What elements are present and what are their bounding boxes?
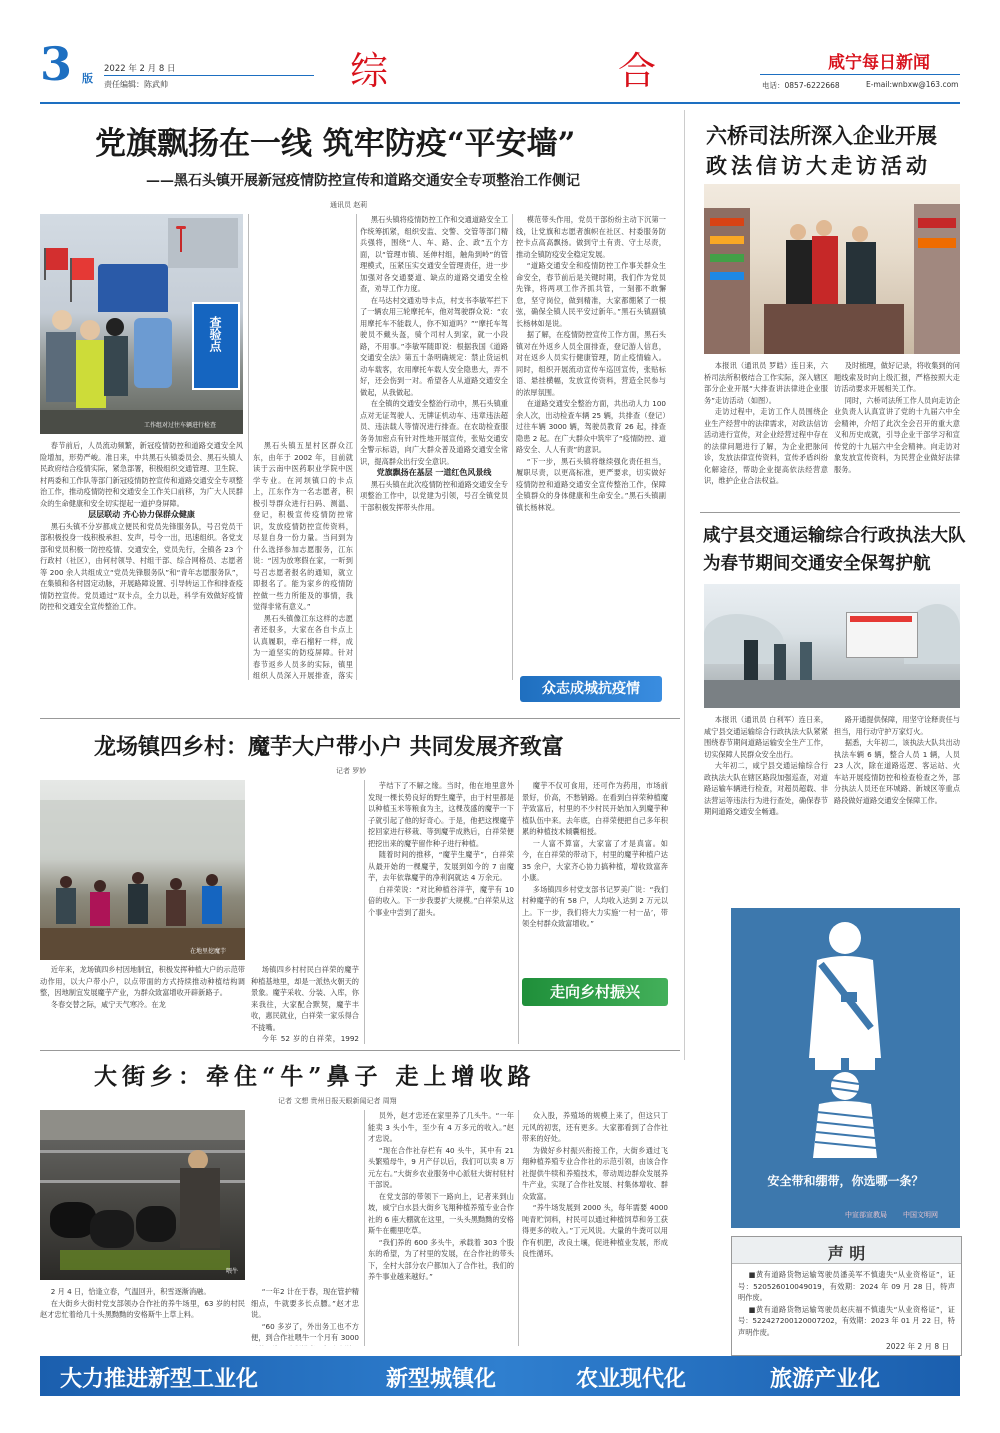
- dajie-col-3: 员外，赵才忠还在家里养了几头牛。“一年能卖 3 头小牛，至少有 4 万多元的收入。”赵才忠说。 “现在合作社存栏有 40 头牛，其中有 21 头繁殖母牛，9 月产仔以后，我们可以卖 8 万元左右。”大街乡农业服务中心派驻大街村驻村干部说。 在党支部的带领下一路向上，记者来到山坡，威宁白水县大街乡飞翔种植养殖专业合作社的 6 座大棚就在这里，一头头黑黝黝的安格斯牛在棚里吃草。 “我们养的 600 多头牛，承载着 303 个股东的希望，为了村里的发展，在合作社的带头下，全村大部分农户都加入了合作社，我们的养牛事业越来越好。”: [368, 1111, 514, 1281]
- main-col-2: 黑石头镇五星村区群众江东，由年于 2002 年，目前就读于云南中医药职业学院中医学专业。在河坝镇口的卡点上，江东作为一名志愿者，积极引导群众进行扫码、测温、登记，积极宣传疫情防控常识，发放疫情防控宣传资料，尽显自身一份力量。当问到为什么选择参加志愿服务，江东说：“因为放寒假在家，一听到号召志愿者报名的通知，就立即报名了。能为家乡的疫情防控做一些力所能及的事情，我觉得非常有意义。” 黑石头镇像江东这样的志愿者还很多，大家在各自卡点上认真履职，牵石榴籽一样，成为一道坚实的防疫屏障。针对春节返乡人员多的实际，镇里组织人员深入开展排查，落实: [253, 441, 353, 680]
- header-date: 2022 年 2 月 8 日: [104, 64, 176, 74]
- main-article-photo: [40, 214, 243, 434]
- liuqiao-col-1: 本报讯（通讯员 罗皓）连日来，六桥司法所积极结合工作实际，深入辖区部分企业开展“大排查讲法律进企业服务”走访活动（如图）。 走访过程中，走访工作人员围绕企业生产经营中的法律需求，对政法信访活动进行宣传，对企业经营过程中存在的法律问题进行了解，为企业把脉问诊，发放法律宣传资料，宣传矛盾纠纷化解途径，帮助企业提高依法经营意识，维护企业合法权益。: [704, 361, 828, 485]
- section-char-2: 合: [618, 49, 657, 93]
- main-col-1: 春节前后，人员流动频繁，新冠疫情防控和道路交通安全风险增加，形势严峻。准日来，中共黑石头镇委员会、黑石头镇人民政府结合疫情实际，紧急部署，积极组织交通管理、卫生院、村两委和工作队等部门新冠疫情防控宣传和道路交通安全专项整治工作，推动疫情防控和交通安全工作关口前移，为广大人民群众的生命健康和安全切实提起一道护身屏障。 层层联动 齐心协力保群众健康 黑石头镇不分岁都成立便民和党员先锋服务队，号召党员干部积极投身一线积极承担、发声，号令一出，迅速组织。各党支部和党员积极一防控疫情、交通安全，党员先行，全镇各 23 个行政村（社区），由何村领导、村组干部、综合网格员、志愿者等 200 余人共组成立“党员先锋服务队”和“青年志愿服务队”，在集镇和各村固定动脉，开展路障设置、引导转运工作和排查疫情防控宣传。党员通过“双卡点，全力以赴，科学有效做好疫情防控和交通安全宣传整治工作。: [40, 441, 243, 611]
- jiaotong-title-1: 咸宁县交通运输综合行政执法大队: [703, 526, 966, 546]
- notice-body: ■黄有道路货物运输驾驶员潘美军不慎遗失“从业资格证”，证号：520526010049019，有效期：2024 年 09 月 28 日，特声明作废。 ■黄有道路货物运输驾驶员赵庆福不慎遗失“从业资格证”，证号：522427200120007202，有效期：2023 年 01 月 22 日，特声明作废。: [738, 1270, 955, 1337]
- longchang-title: 龙场镇四乡村：魔芋大户带小户 共同发展齐致富: [94, 734, 564, 760]
- header-phone: 电话：0857-6222668: [762, 81, 840, 90]
- main-article-byline: 通讯员 赵莉: [330, 201, 368, 209]
- section-char-1: 综: [350, 49, 391, 93]
- slogan-banner: [40, 1356, 960, 1396]
- dajie-photo-caption: 喂牛: [226, 1268, 239, 1275]
- main-col-4: 模范带头作用，党员干部纷纷主动下沉第一线，让党旗和志愿者旗帜在社区、村委服务防控卡点高高飘扬。做到守土有责、守土尽责，推动全镇防疫安全稳定发展。 “道路交通安全和疫情防控工作事关群众生命安全，春节前后是关键时期，我们作为党员先锋，将两项工作齐抓共管，一刻都不敢懈怠，坚守岗位，做到精准，大家都绷紧了一根弦，确保全镇人民平安过新年。”黑石头镇副镇长杨林如是说。 据了解，在疫情防控宣传工作方面，黑石头镇对在外返乡人员全面排查，登记游人信息，对在返乡人员实行健康管理，防止疫情输入。同时，组织开展流动宣传车巡回宣传，张贴标语、悬挂横幅，发放宣传资料，营造全民参与的浓厚氛围。 在道路交通安全整治方面，共出动人力 100 余人次，出动检查车辆 25 辆，共排查（登记）过往车辆 3000 辆，驾驶员教育 26 起，排查隐患 2 起。在广大群众中筑牢了“疫情防控、道路安全、人人有责”的意识。 “下一步，黑石头镇将继续强化责任担当，履职尽责，以更高标准，更严要求，切实做好疫情防控和道路交通安全宣传整治工作，保障全镇群众的身体健康和生命安全。”黑石头镇副镇长杨林说。: [516, 215, 666, 512]
- jiaotong-title-2: 为春节期间交通安全保驾护航: [703, 554, 931, 574]
- slogan-part-3: 农业现代化: [576, 1366, 687, 1392]
- longchang-col-3: 芋结下了不解之缘。当时，他在地里意外发现一棵长势良好的野生魔芋，由于村里都是以种植玉米等粮食为主，这棵茂盛的魔芋一下子就引起了他的好奇心。于是，他把这棵魔芋挖回家进行移栽、等到魔芋成熟后，白祥荣便把挖出来的魔芋留作种子进行种植。 随着时间的推移，“魔芋生魔芋”，白祥荣从最开始的一棵魔芋，发展到如今的 7 亩魔芋，去年依靠魔芋的净利润就达 4 万余元。 白祥荣说：“对比种植谷洋芋，魔芋有 10 倍的收入。下一步我要扩大规模。”白祥荣从这个事业中尝到了甜头。: [368, 781, 514, 917]
- main-photo-caption: 工作组对过往车辆进行检查: [144, 422, 217, 429]
- liuqiao-photo: [704, 184, 960, 354]
- ad-org-2: 中国文明网: [903, 1211, 938, 1219]
- notice-date: 2022 年 2 月 8 日: [886, 1342, 950, 1351]
- ad-slogan: 安全带和绷带，你选哪一条？: [767, 1174, 924, 1188]
- dajie-col-4: 众入股，养殖场的规模上来了，但这只丁元风的初衷，还有更多。大家都看到了合作社带来的好处。 为做好乡村振兴衔接工作，大街乡通过飞翔种植养殖专业合作社的示范引领，由该合作社提供牛犊和养殖技术，带动周边群众发展养牛产业，实现了合作社发展、村集体增收、群众致富。 “养牛场发展到 2000 头，每年需要 4000 吨青贮饲料，村民可以通过种植饲草和务工获得更多的收入。”丁元风说。大量的牛粪可以用作有机肥，改良土壤，促进种植业发展，形成良性循环。: [522, 1111, 668, 1258]
- dajie-col-2: “一年2 计在于春，现在管护精细点，牛就要多长点膘。”赵才忠说。 “60 多岁了，外出务工也不方便，到合作社喂牛一个月有 3000: [251, 1287, 359, 1342]
- slogan-part-1: 大力推进新型工业化: [60, 1366, 259, 1392]
- page-number: 3: [40, 37, 73, 91]
- header-email: E-mail:wnbxw@163.com: [866, 80, 959, 89]
- longchang-byline: 记者 罗妙: [336, 767, 367, 775]
- main-banner: 众志成城抗疫情: [520, 676, 662, 702]
- main-article-title: 党旗飘扬在一线 筑牢防疫“平安墙”: [95, 126, 576, 162]
- jiaotong-photo: [704, 584, 960, 708]
- main-article-subtitle: ——黑石头镇开展新冠疫情防控宣传和道路交通安全专项整治工作侧记: [146, 173, 580, 189]
- jiaotong-col-2: 路开通提供保障，用坚守诠释责任与担当，用行动守护万家灯火。 据悉，大年初二，该执法大队共出动执法车辆 6 辆，整合人员 1 辆，人员 23 人次，除在道路巡逻、客运站、火车站开展疫情防控和检查检查之外，部分执法人员还在环城路、新城区等重点路段做好道路交通安全保障工作。: [834, 715, 960, 805]
- main-col-3: 黑石头镇将疫情防控工作和交通道路安全工作统筹抓紧，组织安监、交警、交管等部门精兵强将，围绕“人、车、路、企、政”五个方面，以“管理市镇、延伸村组，触角到岭”的管理模式，压紧压实交通安全管理责任，进一步加强对各交通要道、缺点的道路交通安全检查，劝导工作力度。 在马达村交通劝导卡点，村支书李敏军拦下了一辆农用三轮摩托车，他对驾驶群众说：“农用摩托车不能载人，你不知道吗？”“摩托车驾驶员不戴头盔，骑个司村人到家，就一小段路，不用事。”李敏军随即说：根据我国《道路交通安全法》第五十条明确规定：禁止货运机动车载客，农用摩托车载人安全隐患大，弄不好，还会伤到一对。希望各人从道路交通安全做起，从我做起。 在全镇的交通安全整治行动中，黑石头镇重点对无证驾驶人、无牌证机动车、违章违法超员、违法载人等情况进行排查。在农助检查服务务加密点有针对性地开展宣传，张贴交通安全警示标语，向广大群众普及道路交通安全常识，提高群众出行安全意识。 党旗飘扬在基层 一道红色风景线 黑石头镇在此次疫情防控和道路交通安全专项整治工作中，以党建为引领，号召全镇党员干部积极发挥带头作用。: [360, 215, 508, 512]
- checkpoint-sign: 查验点: [192, 302, 240, 390]
- paper-name: 咸宁每日新闻: [828, 53, 930, 73]
- liuqiao-col-2: 及时梳理，做好记录，将收集到的问题线索及时向上级汇报，严格按照大走访活动要求开展相关工作。 同时，六桥司法所工作人员向走访企业负责人认真宣讲了党的十九届六中全会精神，介绍了此次全会召开的重大意义和历史成就，引导企业干部学习和宣传党的十九届六中全会精神。向走访对象发放宣传资料，为民营企业做好法律服务。: [834, 361, 960, 474]
- longchang-col-2: 场镇四乡村村民白祥荣的魔芋种植基地里，却是一派热火朝天的景象。魔芋采收、分装、入库，你来我往，大家配合默契，魔芋丰收，惠民就业，白祥荣一家乐得合不拢嘴。 今年 52 岁的白祥荣，1992: [251, 965, 359, 1043]
- public-service-ad: [731, 908, 960, 1228]
- notice-title: 声 明: [827, 1244, 866, 1263]
- header-editor: 责任编辑：陈武帅: [104, 80, 168, 89]
- ad-org-1: 中宣部宣教局: [845, 1211, 887, 1219]
- notice-box: [731, 1236, 962, 1356]
- liuqiao-title-1: 六桥司法所深入企业开展: [706, 123, 937, 148]
- dajie-photo: [40, 1110, 245, 1280]
- longchang-col-1: 近年来，龙场镇四乡村因地制宜，积极发挥种植大户的示范带动作用，以大户带小户，以点带面的方式持续推动种植结构调整，因地制宜发展魔芋产业，为群众致富增收开辟新路子。 冬春交替之际，咸宁天气寒冷。在龙: [40, 965, 245, 1009]
- longchang-col-4: 魔芋不仅可食用，还可作为药用，市场前景好，价高，不愁销路。在看到白祥荣种植魔芋致富后，村里的不少村民开始加入到魔芋种植队伍中来。去年底，白祥荣便把自己多年积累的种植技术倾囊相授。 一人富不算富，大家富了才是真富。如今，在白祥荣的带动下，村里的魔芋种植户达 35 余户，大家齐心协力搞种植，增收致富奔小康。 多场镇四乡村党支部书记罗美广说：“我们村种魔芋的有 58 户，人均收入达到 2 万元以上。下一步，我们将大力实施‘一村一品’，带领全村群众致富增收。”: [522, 781, 668, 928]
- slogan-part-2: 新型城镇化: [386, 1366, 497, 1392]
- longchang-banner: 走向乡村振兴: [522, 978, 668, 1006]
- page-label: 版: [82, 72, 93, 85]
- longchang-photo-caption: 在地里挖魔芋: [190, 948, 227, 955]
- jiaotong-col-1: 本报讯（通讯员 白利军）连日来，咸宁县交通运输综合行政执法大队紧紧围绕春节期间道路运输安全生产工作，切实保障人民群众安全出行。 大年初二，咸宁县交通运输综合行政执法大队在辖区路段加强巡查，对道路运输车辆进行检查，对超员超载、非法营运等违法行为进行查处，确保春节期间道路交通安全畅通。: [704, 715, 828, 816]
- liuqiao-title-2: 政法信访大走访活动: [706, 153, 931, 178]
- longchang-photo: [40, 780, 245, 960]
- slogan-part-4: 旅游产业化: [770, 1366, 881, 1392]
- dajie-byline: 记者 文想 贵州日报天眼新闻记者 周翔: [278, 1097, 397, 1105]
- dajie-col-1: 2 月 4 日，恰逢立春，气温回升，积雪逐渐消融。 在大街乡大街村党支部领办合作社的养牛场里，63 岁的村民赵才忠忙着给几十头黑黝黝的安格斯牛上草上料。: [40, 1287, 245, 1319]
- page-header: [40, 38, 960, 100]
- dajie-title: 大街乡：牵住“牛”鼻子 走上增收路: [94, 1063, 536, 1090]
